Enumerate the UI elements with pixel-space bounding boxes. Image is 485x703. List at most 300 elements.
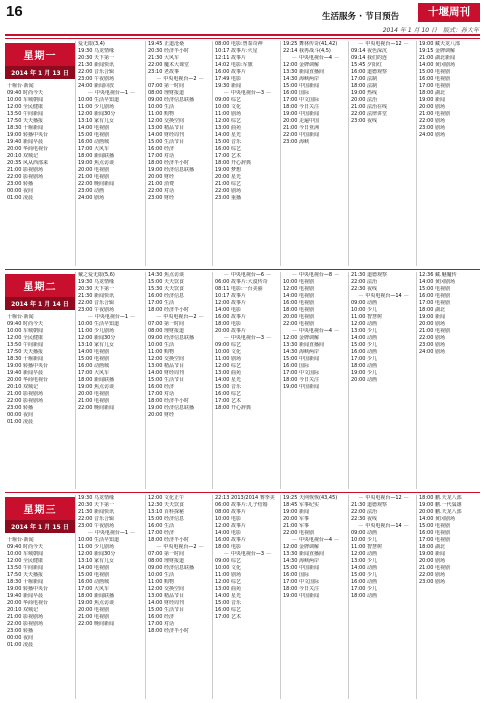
program-entry: 10:00 生活 bbox=[148, 572, 174, 578]
program-entry: 18:00 今日关注 bbox=[283, 104, 319, 110]
program-entry: 17:00 大风车 bbox=[78, 586, 109, 592]
program-entry: 23:00 剧场 bbox=[419, 342, 445, 348]
program-entry: 21:30 道德观察 bbox=[351, 272, 387, 278]
program-entry: 20:00 华商电视台 bbox=[7, 146, 48, 152]
program-entry: 15:00 生活节目 bbox=[148, 607, 184, 613]
program-entry: 16:00 综艺 bbox=[215, 607, 241, 613]
masthead bbox=[0, 0, 485, 36]
program-entry: 23:00 转播 bbox=[7, 628, 33, 634]
program-entry: 11:00 购物 bbox=[148, 349, 174, 355]
program-entry: 18:00 经济半小时 bbox=[148, 307, 189, 313]
program-entry: 22:00 剧场 bbox=[419, 572, 445, 578]
program-entry: 20:00 财经 bbox=[148, 412, 174, 418]
program-entry: 21:00 影视剧场 bbox=[7, 167, 43, 173]
program-entry: 20:00 走遍中国 bbox=[283, 118, 319, 124]
program-entry: 13:00 曲苑 bbox=[215, 586, 241, 592]
program-entry: 19:00 新闻 bbox=[419, 97, 445, 103]
program-entry: 16:00 经济信息 bbox=[148, 293, 184, 299]
schedule-column bbox=[416, 272, 480, 489]
program-entry: 16:00 经济 bbox=[148, 146, 174, 152]
program-entry: 10:00 车城朝闻 bbox=[7, 328, 43, 334]
channel-heading: — 中央电视台—1 — bbox=[78, 90, 145, 97]
program-entry: 10:00 电视剧 bbox=[283, 279, 314, 285]
program-entry: 18:00 动画 bbox=[351, 593, 377, 599]
program-entry: 19:30 新闻 bbox=[215, 83, 241, 89]
program-entry: 22:00 对话 bbox=[148, 188, 174, 194]
program-entry: 17:00 对话 bbox=[148, 391, 174, 397]
program-entry: 08:00 理财报道 bbox=[148, 328, 184, 334]
program-entry: 00:00 夜间 bbox=[7, 635, 33, 641]
schedule-column bbox=[348, 41, 416, 266]
program-entry: 09:14 我们的连 bbox=[351, 55, 387, 61]
program-entry: 16:00 道德观察 bbox=[351, 69, 387, 75]
program-entry: 21:00 军事 bbox=[283, 523, 309, 529]
program-entry: 12:11 故事片 bbox=[215, 55, 246, 61]
program-entry: 12:36 藏.魅魔传 bbox=[419, 272, 457, 278]
program-entry: 20:00 动画 bbox=[351, 377, 377, 383]
program-entry: 21:30 道德观察 bbox=[351, 502, 387, 508]
program-entry: 22:00 音乐合辑 bbox=[78, 300, 114, 306]
program-entry: 14:00 星光 bbox=[215, 377, 241, 383]
schedule-column bbox=[5, 83, 75, 266]
program-entry: 19:00 经济信息联播 bbox=[148, 167, 194, 173]
program-entry: 13:00 少儿 bbox=[351, 558, 377, 564]
program-entry: 12:00 金牌调解 bbox=[283, 62, 319, 68]
program-entry: 11:00 剧场 bbox=[215, 572, 241, 578]
program-entry: 12:00 全民健康 bbox=[7, 335, 43, 341]
program-entry: 16:00 国际 bbox=[283, 363, 309, 369]
program-entry: 20:00 法治 bbox=[351, 97, 377, 103]
brand-logo: 十堰周刊 bbox=[418, 3, 480, 22]
program-entry: 22:30 夜线 bbox=[351, 286, 377, 292]
program-entry: 14:00 动画 bbox=[351, 565, 377, 571]
program-entry: 20:00 故事片 bbox=[215, 328, 246, 334]
program-entry: 13:10 家有儿女 bbox=[78, 558, 114, 564]
program-entry: 爱无限(3,4) bbox=[78, 41, 105, 47]
program-entry: 10:00 车城朝闻 bbox=[7, 97, 43, 103]
program-entry: 08:11 电影:一台美丽 bbox=[215, 286, 263, 292]
program-entry: 17:00 法制 bbox=[351, 76, 377, 82]
program-entry: 11:00 少儿剧场 bbox=[78, 328, 114, 334]
program-entry: 17:00 少儿 bbox=[351, 586, 377, 592]
program-entry: 18:00 湖北 bbox=[419, 544, 445, 550]
program-entry: 19:00 中国新闻 bbox=[283, 111, 319, 117]
program-entry: 19:45 正道沧桑 bbox=[148, 41, 184, 47]
program-entry: 18:00 经济半小时 bbox=[148, 628, 189, 634]
program-entry: 18:30 十堰新闻 bbox=[7, 125, 43, 131]
program-entry: 18:00 开心辞典 bbox=[215, 405, 251, 411]
program-entry: 15:00 电视剧 bbox=[419, 286, 450, 292]
channel-heading: — 中央电视台—14 — bbox=[351, 523, 416, 530]
program-entry: 18:00 鹏.天龙八部 bbox=[419, 495, 462, 501]
program-entry: 20:00 电视剧 bbox=[283, 314, 314, 320]
program-entry: 16:00 综艺 bbox=[215, 146, 241, 152]
program-entry: 16:00 动画城 bbox=[78, 139, 109, 145]
program-entry: 17:00 大风车 bbox=[78, 370, 109, 376]
program-entry: 13:10 百科探秘 bbox=[148, 509, 184, 515]
schedule-column bbox=[145, 495, 212, 699]
program-entry: 14:30 海峡两岸 bbox=[283, 558, 319, 564]
program-entry: 22:00 电视剧 bbox=[283, 530, 314, 536]
program-entry: 22:00 中国新闻 bbox=[283, 132, 319, 138]
program-entry: 10:00 少儿 bbox=[351, 537, 377, 543]
program-entry: 11:00 少儿剧场 bbox=[78, 544, 114, 550]
program-entry: 10:00 电影 bbox=[215, 516, 241, 522]
program-entry: 21:00 影视剧场 bbox=[7, 391, 43, 397]
program-entry: 13:00 精品节目 bbox=[148, 363, 184, 369]
program-entry: 23:00 午夜剧场 bbox=[78, 523, 114, 529]
program-entry: 15:00 音乐 bbox=[215, 600, 241, 606]
program-entry: 14:00 电影 bbox=[215, 530, 241, 536]
day-date: 2014 年 1 月 15 日 bbox=[5, 520, 75, 533]
program-entry: 16:00 国际 bbox=[283, 572, 309, 578]
program-entry: 10:00 生活早知道 bbox=[78, 97, 119, 103]
program-entry: 18:00 电影 bbox=[215, 544, 241, 550]
program-entry: 19:00 藏天龙八部 bbox=[419, 41, 460, 47]
program-entry: 15:00 天天饮食 bbox=[148, 279, 184, 285]
program-entry: 19:00 转播中央台 bbox=[7, 586, 48, 592]
channel-heading: — 中央电视台—14 — bbox=[351, 293, 416, 300]
program-entry: 14:00 电视剧 bbox=[78, 565, 109, 571]
program-entry: 20:10 双城记 bbox=[7, 153, 38, 159]
program-entry: 14:00 财经周刊 bbox=[148, 600, 184, 606]
schedule-column bbox=[416, 41, 480, 266]
program-entry: 23:00 转播 bbox=[7, 181, 33, 187]
program-entry: 20:00 电视剧 bbox=[78, 607, 109, 613]
program-entry: 13:10 家有儿女 bbox=[78, 118, 114, 124]
program-entry: 12:00 动画 bbox=[351, 551, 377, 557]
page-number: 16 bbox=[6, 3, 23, 20]
program-entry: 16:00 经济 bbox=[148, 384, 174, 390]
program-entry: 十堰台·新闻 bbox=[7, 83, 34, 89]
program-entry: 21:00 电视剧 bbox=[78, 174, 109, 180]
day-header bbox=[5, 43, 75, 79]
program-entry: 11:00 智慧树 bbox=[351, 544, 382, 550]
program-entry: 18:00 新闻联播 bbox=[78, 153, 114, 159]
program-entry: 18:00 动画 bbox=[351, 363, 377, 369]
program-entry: 17:00 艺术 bbox=[215, 398, 241, 404]
program-entry: 10:00 车城朝闻 bbox=[7, 551, 43, 557]
program-entry: 01:00 凌晨 bbox=[7, 195, 33, 201]
schedule-column bbox=[5, 537, 75, 699]
program-entry: 22:00 音乐合辑 bbox=[78, 516, 114, 522]
program-entry: 15:00 电视剧 bbox=[78, 356, 109, 362]
program-entry: 19:00 中国新闻 bbox=[283, 384, 319, 390]
program-entry: 17:50 天天播报 bbox=[7, 349, 43, 355]
program-entry: 12:00 综艺 bbox=[215, 363, 241, 369]
program-entry: 09:00 综艺 bbox=[215, 342, 241, 348]
program-entry: 22:00 法治 bbox=[351, 509, 377, 515]
program-entry: 22:00 法治 bbox=[351, 279, 377, 285]
program-entry: 14:00 黄冈剧场 bbox=[419, 62, 455, 68]
program-entry: 17:50 天天播报 bbox=[7, 572, 43, 578]
program-entry: 00:00 夜间 bbox=[7, 412, 33, 418]
program-entry: 17:00 电视剧 bbox=[419, 537, 450, 543]
program-entry: 12:00 综艺 bbox=[215, 118, 241, 124]
program-entry: 21:30 新闻快讯 bbox=[78, 62, 114, 68]
program-entry: 21:00 电视剧 bbox=[419, 111, 450, 117]
program-entry: 15:00 电视剧 bbox=[419, 69, 450, 75]
program-entry: 22:00 晚间新闻 bbox=[78, 621, 114, 627]
schedule-column bbox=[280, 495, 348, 699]
program-entry: 16:00 综艺 bbox=[215, 391, 241, 397]
program-entry: 09:00 动画 bbox=[351, 300, 377, 306]
program-entry: 16:00 电视剧 bbox=[283, 300, 314, 306]
program-entry: 18:30 十堰新闻 bbox=[7, 356, 43, 362]
program-entry: 20:10 双城记 bbox=[7, 607, 38, 613]
program-entry: 22:00 影视剧场 bbox=[7, 174, 43, 180]
program-entry: 20:30 天下第一 bbox=[78, 502, 114, 508]
program-entry: 17:00 少儿 bbox=[351, 356, 377, 362]
program-entry: 18:00 电影 bbox=[215, 321, 241, 327]
program-entry: 19:00 新闻 bbox=[283, 509, 309, 515]
day-name: 星期二 bbox=[23, 282, 57, 293]
program-entry: 17:00 对话 bbox=[148, 153, 174, 159]
channel-heading: — 中央电视台—12 — bbox=[351, 495, 416, 502]
program-entry: 15:00 少儿 bbox=[351, 572, 377, 578]
channel-heading: — 中央电视台—1 — bbox=[78, 530, 145, 537]
header-rule bbox=[5, 34, 480, 36]
program-entry: 07:00 第一时间 bbox=[148, 551, 184, 557]
program-entry: 10:00 生活早知道 bbox=[78, 321, 119, 327]
schedule-column bbox=[348, 495, 416, 699]
program-entry: 09:40 时尚今天 bbox=[7, 90, 43, 96]
program-entry: 21:30 新闻快讯 bbox=[78, 509, 114, 515]
program-entry: 19:00 焦点访谈 bbox=[78, 600, 114, 606]
program-entry: 11:00 智慧树 bbox=[351, 314, 382, 320]
program-entry: 15:00 音乐 bbox=[215, 139, 241, 145]
program-entry: 18:00 今日关注 bbox=[283, 377, 319, 383]
program-entry: 14:00 星光 bbox=[215, 593, 241, 599]
day-name: 星期三 bbox=[23, 505, 57, 516]
day-block-tuesday bbox=[5, 269, 480, 489]
channel-heading: — 中央电视台—2 — bbox=[148, 314, 212, 321]
program-entry: 11:00 购物 bbox=[148, 111, 174, 117]
program-entry: 10:00 生活 bbox=[148, 104, 174, 110]
program-entry: 10:00 生活 bbox=[148, 342, 174, 348]
program-entry: 19:25 舞林传奇(41,42) bbox=[283, 41, 338, 47]
program-entry: 18:00 新闻联播 bbox=[78, 377, 114, 383]
program-entry: 20:00 鹏.天龙八部 bbox=[419, 509, 462, 515]
program-entry: 12:00 金牌调解 bbox=[283, 335, 319, 341]
day-name: 星期一 bbox=[23, 51, 57, 62]
program-entry: 19:00 转播中央台 bbox=[7, 132, 48, 138]
program-entry: 12:00 新闻30分 bbox=[78, 551, 116, 557]
program-entry: 13:50 午间新闻 bbox=[7, 342, 43, 348]
program-entry: 18:00 新闻联播 bbox=[78, 593, 114, 599]
program-entry: 23:00 重播 bbox=[215, 195, 241, 201]
program-entry: 22:00 晚间新闻 bbox=[78, 181, 114, 187]
program-entry: 10:00 文化 bbox=[215, 104, 241, 110]
program-entry: 07:00 第一时间 bbox=[148, 83, 184, 89]
program-entry: 08:00 故事片 bbox=[215, 509, 246, 515]
schedule-column bbox=[75, 272, 145, 489]
program-entry: 09:00 动画 bbox=[351, 530, 377, 536]
program-entry: 14:00 电视剧 bbox=[283, 293, 314, 299]
program-entry: 23:00 夜线 bbox=[351, 118, 377, 124]
schedule-column bbox=[145, 272, 212, 489]
program-entry: 17:00 电视剧 bbox=[419, 300, 450, 306]
program-entry: 16:00 故事片 bbox=[215, 314, 246, 320]
schedule-column bbox=[212, 495, 280, 699]
program-entry: 14:02 电影:军旗 bbox=[215, 62, 253, 68]
channel-heading: — 中央电视台—1 — bbox=[78, 314, 145, 321]
day-date: 2014 年 1 月 14 日 bbox=[5, 297, 75, 310]
program-entry: 15:00 中国新闻 bbox=[283, 83, 319, 89]
program-entry: 14:30 焦点访谈 bbox=[148, 272, 184, 278]
program-entry: 15:00 少儿 bbox=[351, 342, 377, 348]
program-entry: 15:00 电视剧 bbox=[78, 572, 109, 578]
program-entry: 13:50 午间新闻 bbox=[7, 111, 43, 117]
program-entry: 00:00 夜间 bbox=[7, 188, 33, 194]
program-entry: 13:10 家有儿女 bbox=[78, 342, 114, 348]
program-entry: 19:00 少儿 bbox=[351, 370, 377, 376]
program-entry: 16:00 动画城 bbox=[78, 363, 109, 369]
program-entry: 20:00 电视剧 bbox=[78, 391, 109, 397]
program-entry: 19:00 经济信息联播 bbox=[148, 405, 194, 411]
program-entry: 13:00 少儿 bbox=[351, 328, 377, 334]
program-entry: 23:10 老故事 bbox=[148, 69, 179, 75]
program-entry: 17:00 对话 bbox=[148, 621, 174, 627]
program-entry: 21:00 今日亚洲 bbox=[283, 125, 319, 131]
channel-heading: — 中央电视台—2 — bbox=[148, 76, 212, 83]
program-entry: 14:00 动画 bbox=[351, 335, 377, 341]
program-entry: 22:00 剧场 bbox=[419, 335, 445, 341]
program-entry: 13:30 新闻直播间 bbox=[283, 551, 324, 557]
program-entry: 18:00 法制 bbox=[351, 83, 377, 89]
program-entry: 14:00 星光 bbox=[215, 132, 241, 138]
program-entry: 20:00 剧场 bbox=[419, 558, 445, 564]
program-entry: 20:10 双城记 bbox=[7, 384, 38, 390]
program-entry: 09:00 综艺 bbox=[215, 558, 241, 564]
program-entry: 06:00 故事片:大漠传奇 bbox=[215, 279, 268, 285]
program-entry: 23:00 午夜剧场 bbox=[78, 307, 114, 313]
program-entry: 15:00 电视剧 bbox=[78, 132, 109, 138]
program-entry: 07:00 第一时间 bbox=[148, 321, 184, 327]
program-entry: 10:00 少儿 bbox=[351, 307, 377, 313]
program-entry: 22:00 影视剧场 bbox=[7, 621, 43, 627]
program-entry: 15:00 经济信息 bbox=[148, 516, 184, 522]
day-header bbox=[5, 274, 75, 310]
program-entry: 01:00 凌晨 bbox=[7, 419, 33, 425]
channel-heading: — 中央电视台—6 — bbox=[215, 272, 280, 279]
program-entry: 22:00 法律讲堂 bbox=[351, 111, 387, 117]
day-header bbox=[5, 497, 75, 533]
section-title: 生活服务 · 节目预告 bbox=[322, 12, 400, 22]
program-entry: 09:40 时尚今天 bbox=[7, 544, 43, 550]
schedule-column bbox=[75, 495, 145, 699]
program-entry: 11:00 剧场 bbox=[215, 356, 241, 362]
program-entry: 22:13 2013/2014 赛季美 bbox=[215, 495, 275, 501]
program-entry: 10:17 故事片:火星 bbox=[215, 48, 258, 54]
program-entry: 14:00 电视剧 bbox=[78, 125, 109, 131]
program-entry: 13:30 新闻直播间 bbox=[283, 342, 324, 348]
program-entry: 17:00 经济 bbox=[148, 530, 174, 536]
program-entry: 16:00 经济 bbox=[148, 614, 174, 620]
program-entry: 19:00 焦点访谈 bbox=[78, 384, 114, 390]
program-entry: 12:00 综艺 bbox=[215, 579, 241, 585]
program-entry: 21:30 大风车 bbox=[148, 55, 179, 61]
schedule-column bbox=[5, 314, 75, 489]
program-entry: 19:30 乌龙情缘 bbox=[78, 495, 114, 501]
program-entry: 16:00 故事片 bbox=[215, 537, 246, 543]
program-entry: 23:00 剧场 bbox=[419, 125, 445, 131]
program-entry: 11:00 少儿剧场 bbox=[78, 104, 114, 110]
program-entry: 15:00 电视剧 bbox=[419, 523, 450, 529]
program-entry: 19:00 焦点访谈 bbox=[78, 160, 114, 166]
program-entry: 16:00 动画城 bbox=[78, 579, 109, 585]
program-entry: 15:45 夕阳红 bbox=[351, 62, 382, 68]
program-entry: 14:00 财经周刊 bbox=[148, 370, 184, 376]
program-entry: 18:00 经济半小时 bbox=[148, 160, 189, 166]
program-entry: 18:00 经济半小时 bbox=[148, 398, 189, 404]
program-entry: 10:17 故事片 bbox=[215, 293, 246, 299]
program-entry: 23:00 动画 bbox=[78, 188, 104, 194]
program-entry: 10:00 文化 bbox=[215, 349, 241, 355]
program-entry: 16:00 动画 bbox=[351, 579, 377, 585]
program-entry: 09:14 夜色深沉 bbox=[351, 48, 387, 54]
program-entry: 19:25 天网恢恢(43,45) bbox=[283, 495, 338, 501]
program-entry: 20:00 华商电视台 bbox=[7, 377, 48, 383]
program-entry: 13:00 精品节目 bbox=[148, 125, 184, 131]
program-entry: 12:00 全民健康 bbox=[7, 558, 43, 564]
program-entry: 20:00 剧场 bbox=[419, 104, 445, 110]
program-entry: 22:00 电视剧 bbox=[283, 321, 314, 327]
program-entry: 19:00 转播中央台 bbox=[7, 363, 48, 369]
program-entry: 12:00 交换空间 bbox=[148, 356, 184, 362]
program-entry: 19:30 乌龙情缘 bbox=[78, 279, 114, 285]
program-entry: 22:30 夜线 bbox=[351, 516, 377, 522]
program-entry: 22:00 影视剧场 bbox=[7, 398, 43, 404]
schedule-column bbox=[212, 41, 280, 266]
channel-heading: — 中央电视台—4 — bbox=[283, 328, 348, 335]
program-entry: 11:00 购物 bbox=[148, 579, 174, 585]
program-entry: 13:00 曲苑 bbox=[215, 125, 241, 131]
program-entry: 21:30 新闻快讯 bbox=[78, 293, 114, 299]
schedule-column bbox=[145, 41, 212, 266]
channel-heading: — 中央电视台—4 — bbox=[283, 55, 348, 62]
program-entry: 19:00 新闻 bbox=[419, 314, 445, 320]
program-entry: 12:00 交换空间 bbox=[148, 586, 184, 592]
channel-heading: — 中央电视台—4 — bbox=[283, 537, 348, 544]
program-entry: 23:00 剧场 bbox=[419, 579, 445, 585]
program-entry: 17:50 天天播报 bbox=[7, 118, 43, 124]
program-entry: 16:00 电视剧 bbox=[419, 530, 450, 536]
program-entry: 14:00 电影 bbox=[215, 307, 241, 313]
program-entry: 15:00 中国新闻 bbox=[283, 565, 319, 571]
program-entry: 21:00 湖北新闻 bbox=[419, 55, 455, 61]
program-entry: 17:00 大风车 bbox=[78, 146, 109, 152]
program-entry: 24:00 剧场 bbox=[419, 349, 445, 355]
channel-heading: — 中央电视台—3 — bbox=[215, 335, 280, 342]
program-entry: 16:00 动画 bbox=[351, 349, 377, 355]
program-entry: 18:00 开心辞典 bbox=[215, 160, 251, 166]
program-entry: 21:00 电视剧 bbox=[419, 565, 450, 571]
program-entry: 08:00 理财报道 bbox=[148, 558, 184, 564]
program-entry: 16:00 国际 bbox=[283, 90, 309, 96]
program-entry: 20:00 电视剧 bbox=[78, 167, 109, 173]
program-entry: 22:00 魔术大课堂 bbox=[148, 62, 189, 68]
program-entry: 15:30 天天饮食 bbox=[148, 286, 184, 292]
dateline: 2014 年 1 月 10 日 版式：孙大年 bbox=[382, 27, 479, 34]
program-entry: 13:00 曲苑 bbox=[215, 370, 241, 376]
program-entry: 12:00 新闻30分 bbox=[78, 335, 116, 341]
program-entry: 19:40 新闻早晨 bbox=[7, 370, 43, 376]
program-entry: 戴之爱无限(5,6) bbox=[78, 272, 115, 278]
program-entry: 15:00 生活节目 bbox=[148, 139, 184, 145]
program-entry: 21:00 电视剧 bbox=[78, 614, 109, 620]
program-entry: 21:00 影视剧场 bbox=[7, 614, 43, 620]
